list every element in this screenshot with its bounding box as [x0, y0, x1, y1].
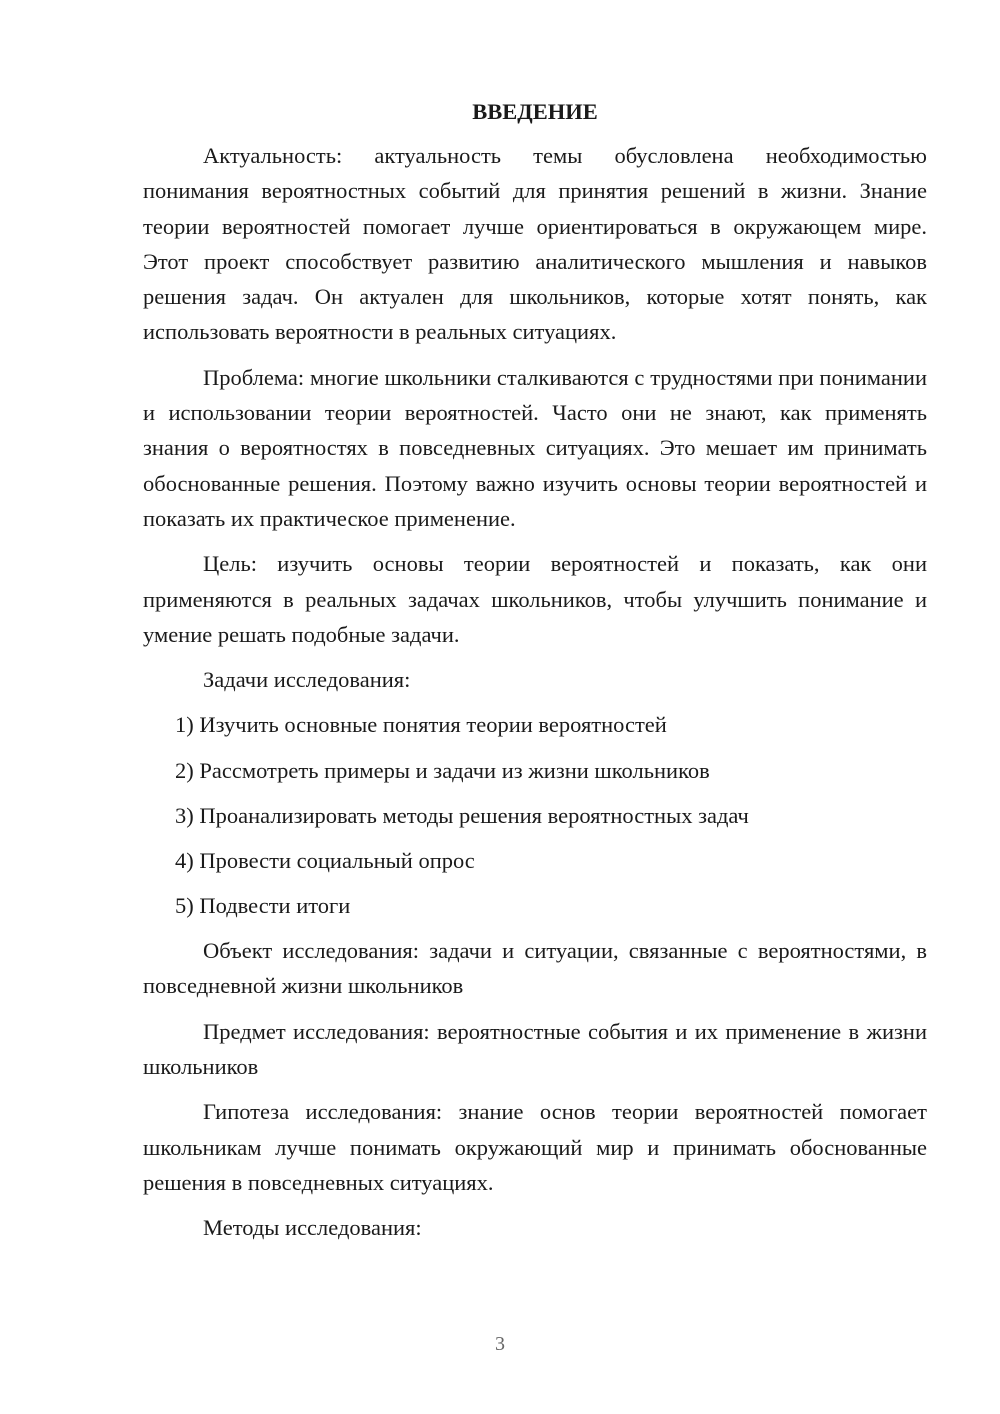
list-item: 1) Изучить основные понятия теории вероятностей [175, 712, 667, 738]
page-title: ВВЕДЕНИЕ [472, 99, 598, 124]
problem-paragraph: Проблема: многие школьники сталкиваются с трудностями при понимании и использовании теории вероятностей. Часто они не знают, как применять знания о вероятностях в повседневных ситуациях. Это мешает им принимать обоснованные решения. Поэтому важно изучить основы теории вероятностей и показать их практическое применение. [143, 364, 927, 531]
list-item: 5) Подвести итоги [175, 892, 351, 918]
relevance-paragraph: Актуальность: актуальность темы обусловлена необходимостью понимания вероятностных событий для принятия решений в жизни. Знание теории вероятностей помогает лучше ориентироваться в окружающем мире. Этот проект способствует развитию аналитического мышления и навыков решения задач. Он актуален для школьников, которые хотят понять, как использовать вероятности в реальных ситуациях. [143, 143, 927, 345]
methods-heading: Методы исследования: [203, 1215, 422, 1241]
hypothesis-paragraph: Гипотеза исследования: знание основ теории вероятностей помогает школьникам лучше понимать окружающий мир и принимать обоснованные решения в повседневных ситуациях. [143, 1099, 927, 1195]
tasks-heading: Задачи исследования: [203, 667, 411, 693]
page-content [143, 96, 927, 1256]
list-item: 2) Рассмотреть примеры и задачи из жизни школьников [175, 757, 710, 783]
tasks-list [143, 707, 927, 923]
list-item: 4) Провести социальный опрос [175, 847, 475, 873]
list-item: 3) Проанализировать методы решения вероятностных задач [175, 802, 749, 828]
page-number: 3 [495, 1333, 505, 1355]
object-paragraph: Объект исследования: задачи и ситуации, связанные с вероятностями, в повседневной жизни школьников [143, 938, 927, 999]
subject-paragraph: Предмет исследования: вероятностные события и их применение в жизни школьников [143, 1018, 927, 1080]
goal-paragraph: Цель: изучить основы теории вероятностей и показать, как они применяются в реальных задачах школьников, чтобы улучшить понимание и умение решать подобные задачи. [143, 551, 927, 647]
